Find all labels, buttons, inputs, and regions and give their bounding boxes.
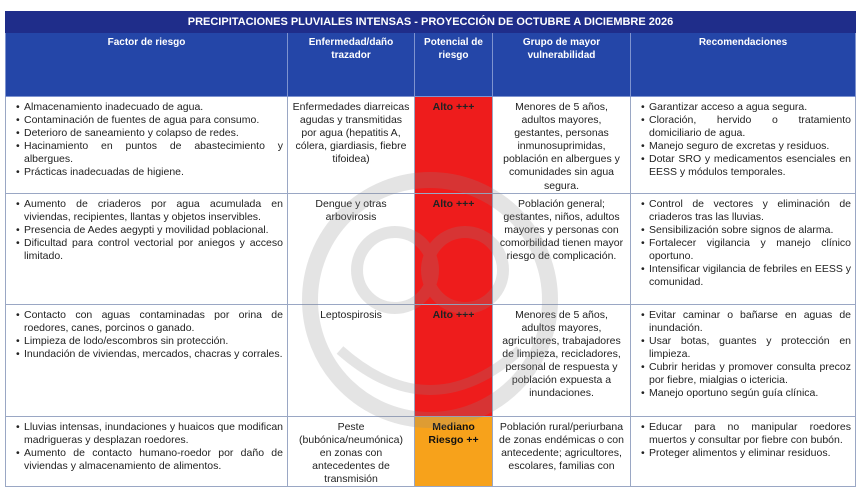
risk-potential-badge: Alto +++: [415, 304, 493, 416]
col-header-potential: Potencial de riesgo: [415, 33, 493, 97]
recommendation-item: • Dotar SRO y medicamentos esenciales en EESS y módulos temporales.: [641, 153, 851, 179]
recommendation-item: • Usar botas, guantes y protección en limpieza.: [641, 335, 851, 361]
table-row: [6, 304, 856, 416]
recommendation-item: • Proteger alimentos y eliminar residuos.: [641, 447, 851, 460]
recommendation-item: • Manejo oportuno según guía clínica.: [641, 387, 851, 400]
recommendation-item: • Cubrir heridas y promover consulta precoz por fiebre, mialgias o ictericia.: [641, 361, 851, 387]
disease-cell: Leptospirosis: [288, 304, 415, 416]
col-header-factor: Factor de riesgo: [6, 33, 288, 97]
vulnerable-group-cell: Población general; gestantes, niños, adultos mayores y personas con comorbilidad tienen mayor riesgo de complicación.: [493, 193, 631, 304]
risk-factor-item: • Dificultad para control vectorial por aniegos y acceso limitado.: [16, 237, 283, 263]
col-header-recommendations: Recomendaciones: [631, 33, 856, 97]
risk-factor-item: • Limpieza de lodo/escombros sin protección.: [16, 335, 283, 348]
risk-potential-badge: Alto +++: [415, 97, 493, 194]
recommendation-item: • Cloración, hervido o tratamiento domiciliario de agua.: [641, 114, 851, 140]
table-row: [6, 97, 856, 194]
recommendation-item: • Educar para no manipular roedores muertos y consultar por fiebre con bubón.: [641, 421, 851, 447]
risk-potential-badge: Mediano Riesgo ++: [415, 416, 493, 486]
risk-factor-item: • Inundación de viviendas, mercados, chacras y corrales.: [16, 348, 283, 361]
disease-cell: Enfermedades diarreicas agudas y transmitidas por agua (hepatitis A, cólera, giardiasis, fiebre tifoidea): [288, 97, 415, 194]
risk-factor-item: • Deterioro de saneamiento y colapso de redes.: [16, 127, 283, 140]
header-row: [6, 33, 856, 97]
risk-table: [5, 11, 856, 487]
vulnerable-group-cell: Menores de 5 años, adultos mayores, gestantes, personas inmunosuprimidas, población en albergues y comunidades sin agua segura.: [493, 97, 631, 194]
risk-factor-item: • Lluvias intensas, inundaciones y huaicos que modifican madrigueras y desplazan roedores.: [16, 421, 283, 447]
vulnerable-group-cell: Menores de 5 años, adultos mayores, agricultores, trabajadores de limpieza, recicladores, personal de respuesta y población expuesta a inundaciones.: [493, 304, 631, 416]
table-row: [6, 193, 856, 304]
disease-cell: Dengue y otras arbovirosis: [288, 193, 415, 304]
recommendation-item: • Control de vectores y eliminación de criaderos tras las lluvias.: [641, 198, 851, 224]
recommendation-item: • Manejo seguro de excretas y residuos.: [641, 140, 851, 153]
recommendation-item: • Intensificar vigilancia de febriles en EESS y comunidad.: [641, 263, 851, 289]
risk-factors-cell: [6, 304, 288, 416]
risk-factors-cell: [6, 97, 288, 194]
risk-factor-item: • Contaminación de fuentes de agua para consumo.: [16, 114, 283, 127]
recommendation-item: • Fortalecer vigilancia y manejo clínico oportuno.: [641, 237, 851, 263]
recommendations-cell: [631, 97, 856, 194]
recommendation-item: • Evitar caminar o bañarse en aguas de inundación.: [641, 309, 851, 335]
risk-factor-item: • Hacinamiento en puntos de abastecimiento y albergues.: [16, 140, 283, 166]
risk-factor-item: • Aumento de contacto humano-roedor por daño de viviendas y almacenamiento de alimentos.: [16, 447, 283, 473]
col-header-group: Grupo de mayor vulnerabilidad: [493, 33, 631, 97]
recommendation-item: • Sensibilización sobre signos de alarma.: [641, 224, 851, 237]
risk-factor-item: • Presencia de Aedes aegypti y movilidad poblacional.: [16, 224, 283, 237]
recommendations-cell: [631, 304, 856, 416]
table-row: [6, 416, 856, 486]
risk-factors-cell: [6, 416, 288, 486]
disease-cell: Peste (bubónica/neumónica) en zonas con antecedentes de transmisión: [288, 416, 415, 486]
risk-table-container: [5, 11, 855, 486]
risk-factor-item: • Contacto con aguas contaminadas por orina de roedores, canes, porcinos o ganado.: [16, 309, 283, 335]
risk-factor-item: • Almacenamiento inadecuado de agua.: [16, 101, 283, 114]
risk-factor-item: • Prácticas inadecuadas de higiene.: [16, 166, 283, 179]
risk-factors-cell: [6, 193, 288, 304]
recommendations-cell: [631, 416, 856, 486]
risk-factor-item: • Aumento de criaderos por agua acumulada en viviendas, recipientes, llantas y objetos inservibles.: [16, 198, 283, 224]
recommendations-cell: [631, 193, 856, 304]
recommendation-item: • Garantizar acceso a agua segura.: [641, 101, 851, 114]
table-title: PRECIPITACIONES PLUVIALES INTENSAS - PROYECCIÓN DE OCTUBRE A DICIEMBRE 2026: [6, 12, 856, 33]
vulnerable-group-cell: Población rural/periurbana de zonas endémicas o con antecedente; agricultores, escolares, familias con: [493, 416, 631, 486]
risk-potential-badge: Alto +++: [415, 193, 493, 304]
col-header-disease: Enfermedad/daño trazador: [288, 33, 415, 97]
